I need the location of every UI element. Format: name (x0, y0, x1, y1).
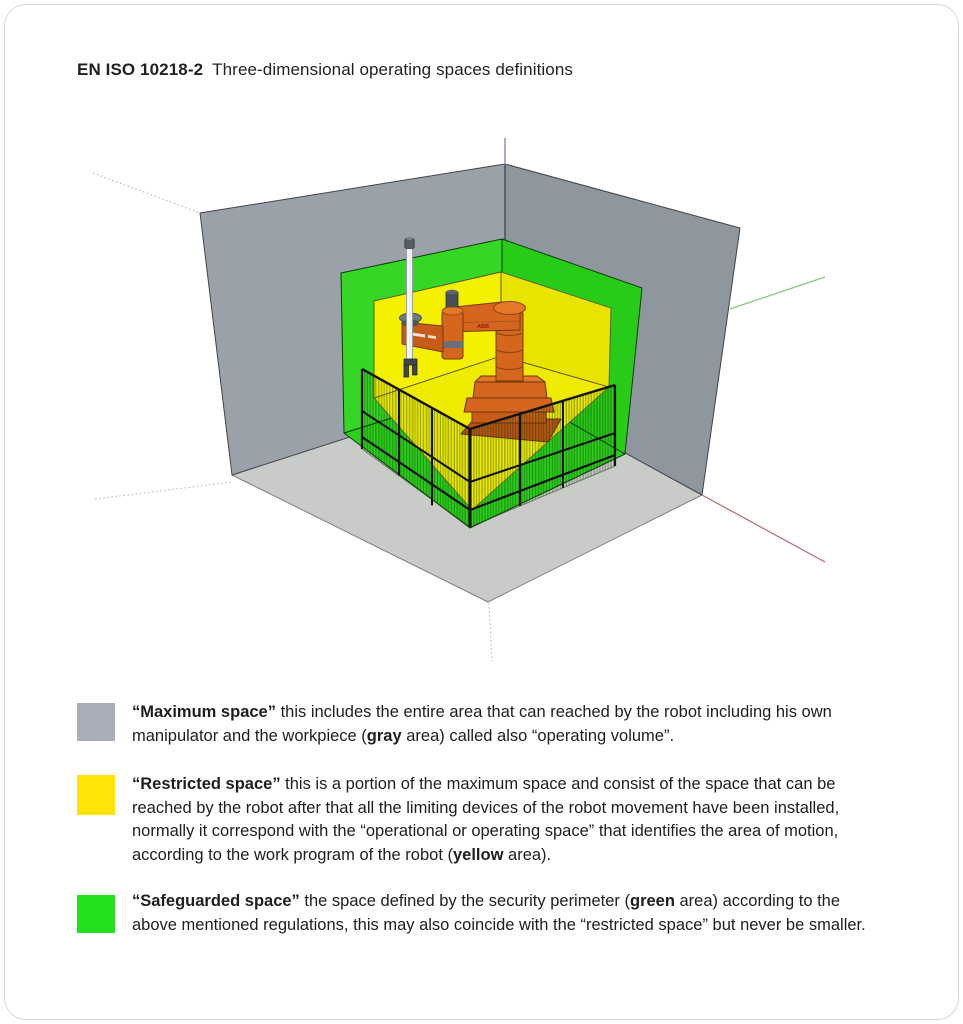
legend-term: “Safeguarded space” (132, 892, 300, 910)
legend-term: “Maximum space” (132, 703, 276, 721)
robot-gripper-finger-right (413, 365, 418, 375)
operating-spaces-3d-diagram (5, 5, 959, 685)
standard-code: EN ISO 10218-2 (77, 60, 204, 79)
figure-card (4, 4, 959, 1020)
legend-color-word: green (629, 892, 675, 910)
robot-gripper-base (404, 359, 417, 365)
legend-item-restricted-space (77, 773, 907, 867)
robot-base-upper (473, 382, 547, 398)
maximum-space-swatch (77, 701, 115, 741)
safeguarded-space-swatch (77, 890, 115, 934)
robot-rod-tip (406, 237, 412, 240)
maximum-space-text (132, 701, 887, 748)
axis-hidden-left-top (93, 173, 200, 213)
robot-elbow-cap (442, 307, 463, 315)
legend-body: this includes the entire area that can reached by the robot including his own manipulator and the workpiece ( (132, 703, 832, 745)
axis-red-right (702, 495, 825, 562)
yellow-swatch (77, 775, 115, 815)
legend-tail: area) called also “operating volume”. (401, 726, 675, 745)
robot-elbow-ring (442, 341, 463, 348)
legend-item-safeguarded-space (77, 890, 907, 937)
legend-color-word: yellow (453, 845, 504, 864)
legend-color-word: gray (366, 726, 402, 745)
gray-swatch (77, 703, 115, 741)
legend-tail: area). (503, 845, 552, 864)
safeguarded-space-text (132, 890, 887, 937)
robot-elbow-top-cap (446, 290, 458, 294)
robot-column-cap (494, 302, 526, 315)
axis-green-right (730, 277, 825, 309)
robot-gripper-finger-left (404, 365, 409, 377)
title-text: Three-dimensional operating spaces definitions (212, 60, 574, 79)
axis-hidden-left-bottom (95, 482, 232, 499)
legend-item-maximum-space (77, 701, 907, 748)
green-swatch (77, 895, 115, 933)
restricted-space-swatch (77, 773, 115, 815)
legend-term: “Restricted space” (132, 775, 281, 793)
robot-brand-label: ABB (477, 324, 489, 330)
legend-body: the space defined by the security perimeter ( (299, 892, 630, 910)
legend-body: this is a portion of the maximum space and consist of the space that can be reached by the robot after that all the limiting devices of the robot movement have been installed, normally it correspond with the “operational or operating space” that identifies the area of motion, according to the work program of the robot ( (132, 775, 840, 864)
legend-tail: area) according to the above mentioned regulations, this may also coincide with the “restricted space” but never be smaller. (132, 892, 866, 934)
robot-vertical-rod (407, 241, 413, 361)
robot-elbow-cylinder (442, 311, 463, 359)
axis-hidden-bottom (489, 603, 492, 661)
restricted-space-text (132, 773, 887, 867)
